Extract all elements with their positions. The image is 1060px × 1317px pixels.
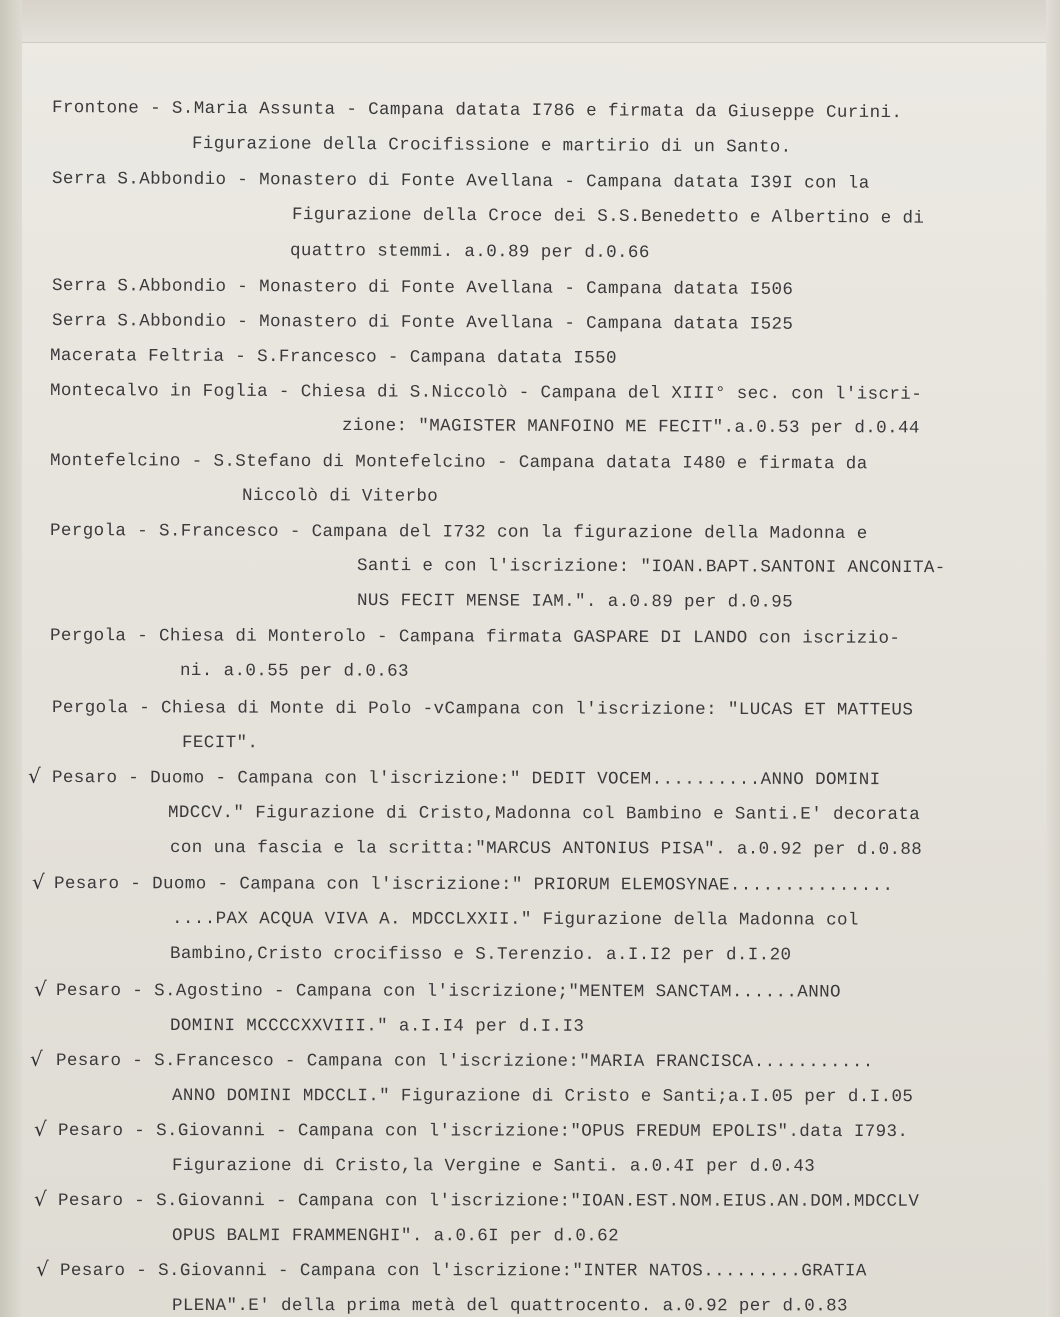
entry-line: Serra S.Abbondio - Monastero di Fonte Avellana - Campana datata I506 (51, 276, 794, 301)
entry-line: Figurazione di Cristo,la Vergine e Santi. a.0.4I per d.0.43 (171, 1156, 816, 1177)
entry-line: NUS FECIT MENSE IAM.". a.0.89 per d.0.95 (356, 591, 794, 613)
check-mark-icon: √ (34, 1117, 48, 1141)
entry-line: PLENA".E' della prima metà del quattrocento. a.0.92 per d.0.83 (171, 1296, 848, 1317)
entry-line: DOMINI MCCCCXXVIII." a.I.I4 per d.I.I3 (169, 1016, 585, 1037)
check-mark-icon: √ (34, 1187, 48, 1211)
entry-line: Bambino,Cristo crocifisso e S.Terenzio. a.I.I2 per d.I.20 (169, 944, 792, 966)
entry-line: Pesaro - Duomo - Campana con l'iscrizione:" DEDIT VOCEM..........ANNO DOMINI (51, 768, 881, 791)
entry-line: Serra S.Abbondio - Monastero di Fonte Avellana - Campana datata I39I con la (51, 169, 870, 194)
entry-line: Figurazione della Croce dei S.S.Benedetto e Albertino e di (291, 205, 925, 229)
entry-line: Pesaro - Duomo - Campana con l'iscrizione:" PRIORUM ELEMOSYNAE............... (53, 874, 894, 896)
entry-line: Montefelcino - S.Stefano di Montefelcino - Campana datata I480 e firmata da (49, 451, 868, 475)
entry-line: quattro stemmi. a.0.89 per d.0.66 (289, 241, 650, 264)
check-mark-icon: √ (36, 1257, 50, 1281)
entry-line: Macerata Feltria - S.Francesco - Campana datata I550 (49, 346, 617, 369)
check-mark-icon: √ (34, 977, 48, 1001)
entry-line: Pesaro - S.Agostino - Campana con l'iscrizione;"MENTEM SANCTAM......ANNO (55, 981, 841, 1003)
entry-line: con una fascia e la scritta:"MARCUS ANTONIUS PISA". a.0.92 per d.0.88 (169, 838, 923, 860)
entry-line: ....PAX ACQUA VIVA A. MDCCLXXII." Figurazione della Madonna col (171, 909, 859, 931)
check-mark-icon: √ (28, 764, 42, 788)
entry-line: Pesaro - S.Francesco - Campana con l'iscrizione:"MARIA FRANCISCA........... (55, 1051, 874, 1073)
entry-line: Pergola - Chiesa di Monterolo - Campana firmata GASPARE DI LANDO con iscrizio- (49, 626, 901, 649)
entry-line: Serra S.Abbondio - Monastero di Fonte Avellana - Campana datata I525 (51, 311, 794, 335)
entry-line: MDCCV." Figurazione di Cristo,Madonna col Bambino e Santi.E' decorata (167, 803, 921, 825)
entry-line: OPUS BALMI FRAMMENGHI". a.0.6I per d.0.62 (171, 1226, 619, 1247)
entry-line: Frontone - S.Maria Assunta - Campana datata I786 e firmata da Giuseppe Curini. (51, 98, 903, 124)
entry-line: Niccolò di Viterbo (241, 486, 439, 507)
entry-line: Pesaro - S.Giovanni - Campana con l'iscrizione:"IOAN.EST.NOM.EIUS.AN.DOM.MDCCLV (57, 1191, 920, 1212)
entry-line: Pergola - S.Francesco - Campana del I732 con la figurazione della Madonna e (49, 521, 868, 544)
entry-line: Figurazione della Crocifissione e martirio di un Santo. (191, 134, 792, 158)
check-mark-icon: √ (32, 870, 46, 894)
entry-line: Pesaro - S.Giovanni - Campana con l'iscrizione:"OPUS FREDUM EPOLIS".data I793. (57, 1121, 909, 1143)
entry-line: Pesaro - S.Giovanni - Campana con l'iscrizione:"INTER NATOS.........GRATIA (59, 1261, 867, 1282)
entry-line: Santi e con l'iscrizione: "IOAN.BAPT.SANTONI ANCONITA- (356, 556, 946, 579)
entry-line: ni. a.0.55 per d.0.63 (179, 661, 409, 682)
entry-line: Montecalvo in Foglia - Chiesa di S.Niccolò - Campana del XIII° sec. con l'iscri- (49, 381, 923, 405)
entry-line: ANNO DOMINI MDCCLI." Figurazione di Cristo e Santi;a.I.05 per d.I.05 (171, 1086, 914, 1108)
entry-line: FECIT". (181, 733, 259, 754)
check-mark-icon: √ (30, 1047, 44, 1071)
entry-line: zione: "MAGISTER MANFOINO ME FECIT".a.0.53 per d.0.44 (341, 416, 920, 439)
entry-line: Pergola - Chiesa di Monte di Polo -vCampana con l'iscrizione: "LUCAS ET MATTEUS (51, 698, 914, 721)
